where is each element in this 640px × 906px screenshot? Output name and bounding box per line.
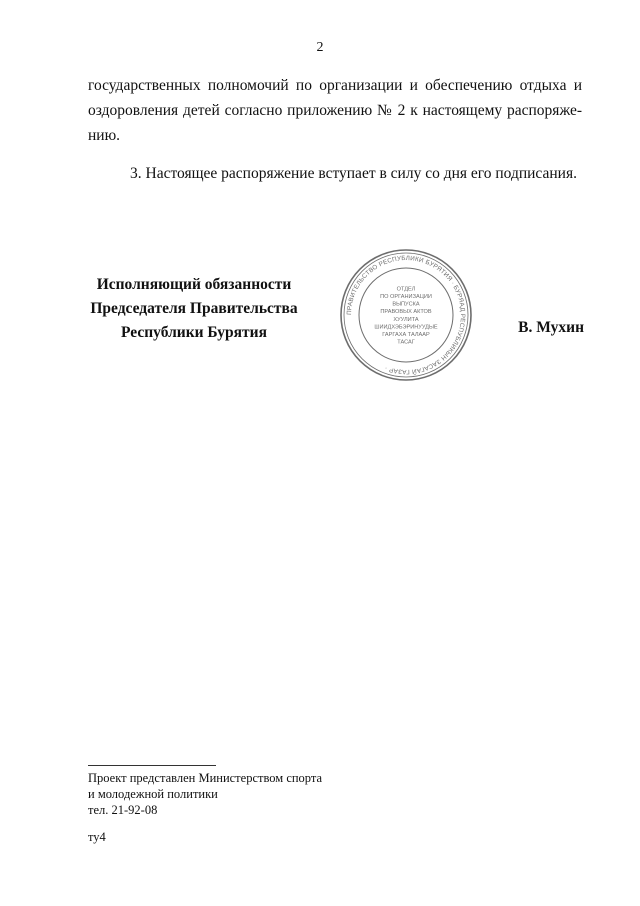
page-number: 2 <box>316 40 324 55</box>
seal-inner-line: ТАСАГ <box>397 339 415 346</box>
seal-inner-line: ХУУЛИТА <box>393 316 419 323</box>
footnote-line-2: и молодежной политики <box>88 787 218 801</box>
body-paragraph-effective-date: 3. Настоящее распоряжение вступает в силу со дня его подписания. <box>130 165 577 182</box>
footnote <box>88 770 322 818</box>
signatory-position-line-1: Исполняющий обязанности <box>96 276 292 293</box>
seal-inner-line: ОТДЕЛ <box>396 286 416 293</box>
seal-inner-line: ШИИДХЭБЭРИНУУДЫЕ <box>374 324 438 331</box>
seal-inner-line: ВЫПУСКА <box>392 301 420 308</box>
signatory-name: В. Мухин <box>518 319 584 336</box>
signatory-position-line-2: Председателя Правительства <box>90 300 298 317</box>
seal-inner-line: ПО ОРГАНИЗАЦИИ <box>380 294 432 300</box>
footnote-line-1: Проект представлен Министерством спорта <box>88 771 323 785</box>
seal-outer-text-path: ПРАВИТЕЛЬСТВО РЕСПУБЛИКИ БУРЯТИЯ · БУРЯАД РЕСПУБЛИКЫН ЗАСАГАЙ ГАЗАР · <box>345 254 467 376</box>
document-code: ту4 <box>88 830 106 844</box>
footnote-divider <box>88 765 216 766</box>
body-paragraph-continuation: государственных полномочий по организации и обеспечению отдыха и оздоровления детей согласно приложению № 2 к настоящему распоряже-нию. <box>88 77 582 144</box>
seal-inner-line: ГАРГАХА ТАЛААР <box>382 332 430 338</box>
seal-inner-line: ПРАВОВЫХ АКТОВ <box>380 309 432 316</box>
signatory-position <box>88 273 300 345</box>
official-seal <box>339 248 473 382</box>
footnote-line-3: тел. 21-92-08 <box>88 803 158 817</box>
seal-inner-text <box>374 286 438 345</box>
signatory-position-line-3: Республики Бурятия <box>121 324 267 341</box>
